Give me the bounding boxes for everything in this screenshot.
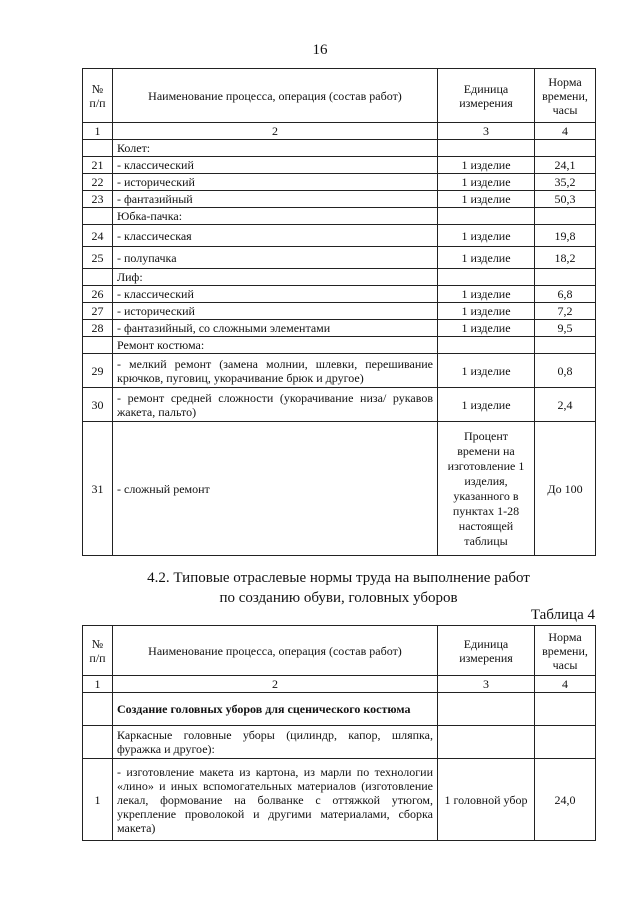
page-number: 16 — [312, 42, 328, 58]
table-row: 30 - ремонт средней сложности (укорачивание низа/ рукавов жакета, пальто) 1 изделие 2,4 — [83, 388, 596, 422]
group-label: Лиф: — [113, 269, 438, 286]
norms-table-3-continued — [82, 68, 596, 556]
table-row: 23 - фантазийный 1 изделие 50,3 — [83, 191, 596, 208]
header-unit: Единица измерения — [438, 626, 535, 676]
header-unit: Единица измерения — [438, 69, 535, 123]
section-title-line2: по созданию обуви, головных уборов — [219, 590, 458, 606]
table-row: 27 - исторический 1 изделие 7,2 — [83, 303, 596, 320]
table-row: 1 - изготовление макета из картона, из марли по технологии «лино» и иных вспомогательных материалов (изготовление лекал, формование на болванке с оттяжкой утюгом, укрепление проволокой и другими материалами, сборка макета) 1 головной убор 24,0 — [83, 759, 596, 841]
header-num: № п/п — [83, 69, 113, 123]
group-row — [83, 726, 596, 759]
header-norm: Норма времени, часы — [535, 69, 596, 123]
table-row: 26 - классический 1 изделие 6,8 — [83, 286, 596, 303]
table-row: 29 - мелкий ремонт (замена молнии, шлевки, перешивание крючков, пуговиц, укорачивание брюк и другое) 1 изделие 0,8 — [83, 354, 596, 388]
index-row: 1 2 3 4 — [83, 676, 596, 693]
group-row — [83, 269, 596, 286]
table-row: 28 - фантазийный, со сложными элементами 1 изделие 9,5 — [83, 320, 596, 337]
group-label: Каркасные головные уборы (цилиндр, капор, шляпка, фуражка и другое): — [113, 726, 438, 759]
section-title-line1: 4.2. Типовые отраслевые нормы труда на выполнение работ — [147, 570, 530, 586]
group-label: Юбка-пачка: — [113, 208, 438, 225]
table-row: 31 - сложный ремонт Процент времени на изготовление 1 изделия, указанного в пунктах 1-28 настоящей таблицы До 100 — [83, 422, 596, 556]
section-heading-row — [83, 693, 596, 726]
table-caption: Таблица 4 — [530, 607, 595, 623]
section-heading: Создание головных уборов для сценического костюма — [113, 693, 438, 726]
header-name: Наименование процесса, операция (состав работ) — [113, 69, 438, 123]
table-row: 24 - классическая 1 изделие 19,8 — [83, 225, 596, 247]
index-row: 1 2 3 4 — [83, 123, 596, 140]
group-row — [83, 208, 596, 225]
table-row: 22 - исторический 1 изделие 35,2 — [83, 174, 596, 191]
group-label: Ремонт костюма: — [113, 337, 438, 354]
group-row — [83, 140, 596, 157]
table-row: 25 - полупачка 1 изделие 18,2 — [83, 247, 596, 269]
norms-table-4 — [82, 625, 596, 841]
header-name: Наименование процесса, операция (состав работ) — [113, 626, 438, 676]
table-row: 21 - классический 1 изделие 24,1 — [83, 157, 596, 174]
group-row — [83, 337, 596, 354]
header-norm: Норма времени, часы — [535, 626, 596, 676]
group-label: Колет: — [113, 140, 438, 157]
header-num: № п/п — [83, 626, 113, 676]
section-title — [82, 568, 595, 608]
